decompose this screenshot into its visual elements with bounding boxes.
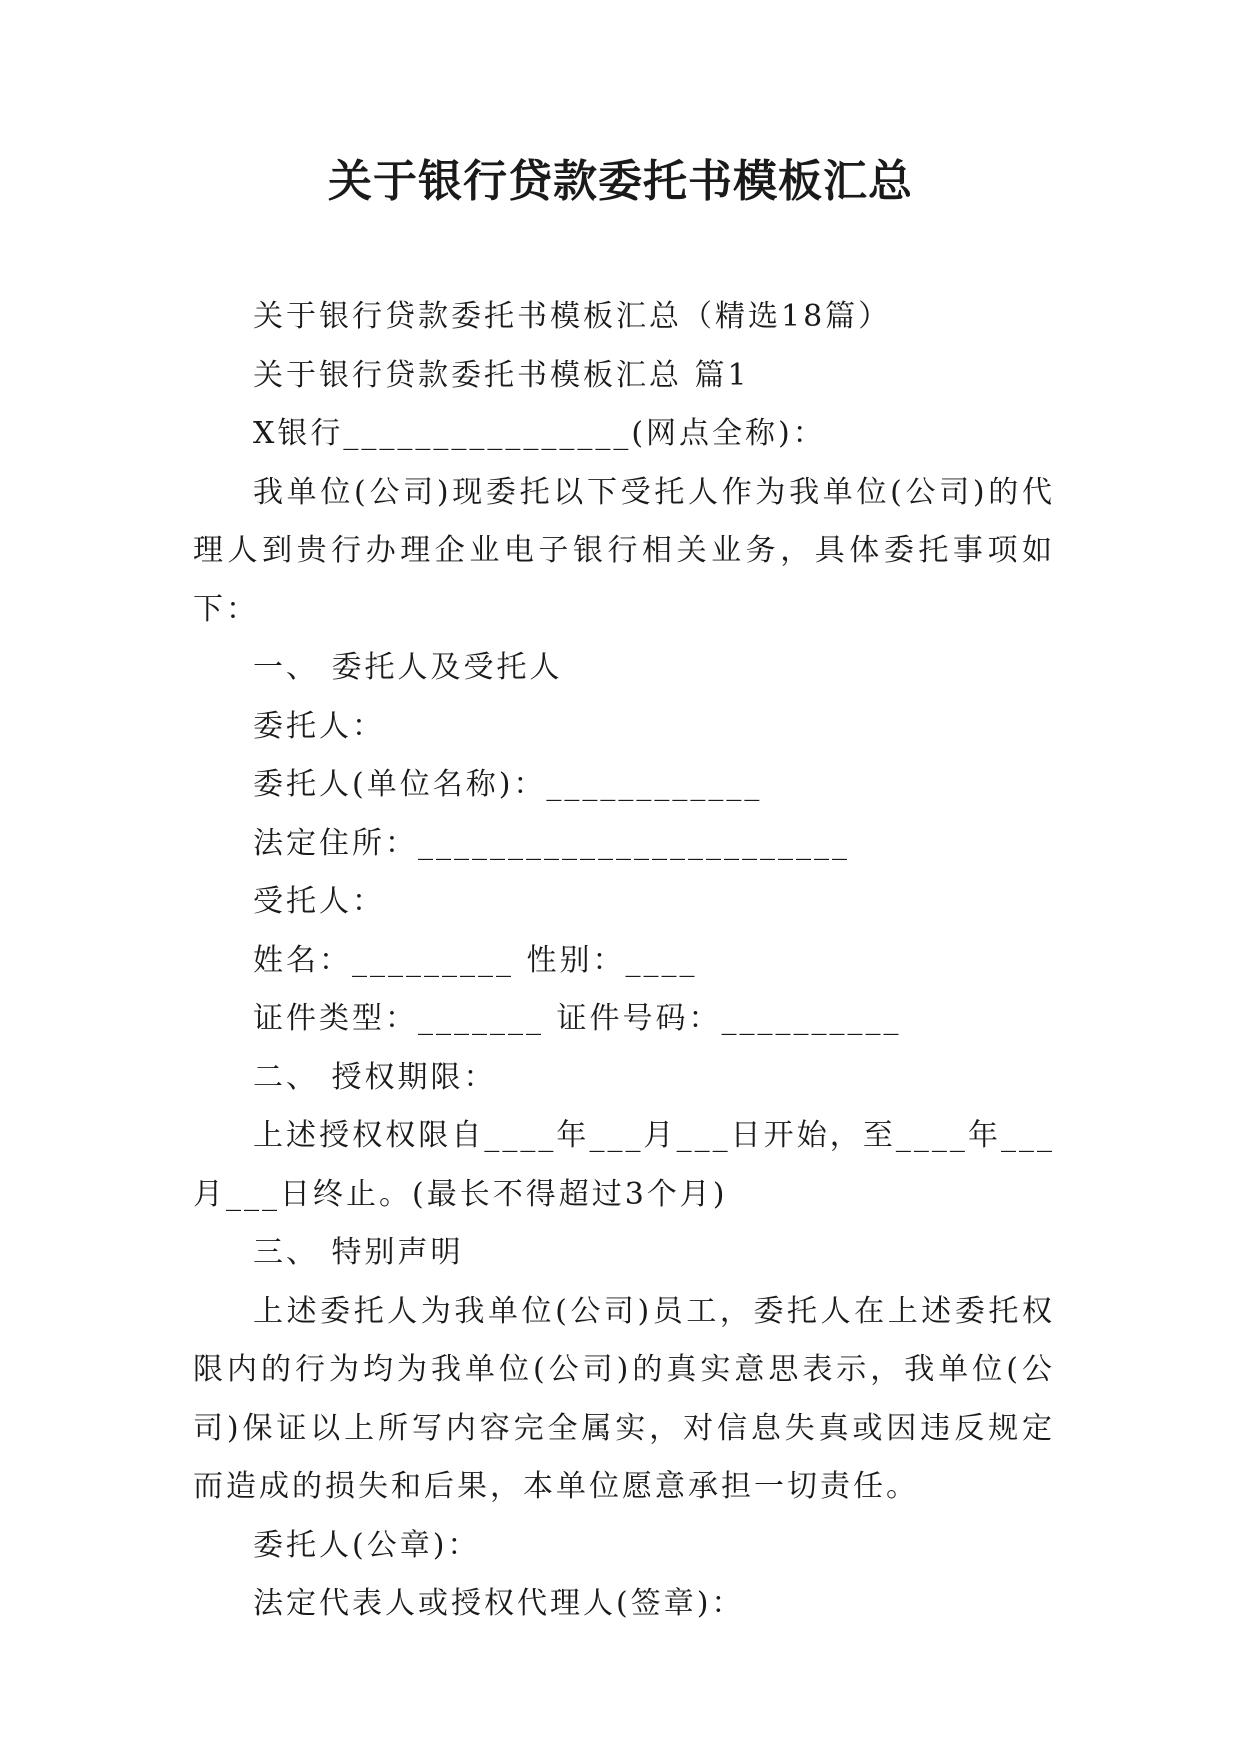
id-type-number-field: 证件类型：_______ 证件号码：__________ xyxy=(253,1001,902,1036)
legal-address-field: 法定住所：________________________ xyxy=(253,825,850,861)
document-body xyxy=(193,288,1055,1634)
section-heading: 关于银行贷款委托书模板汇总 篇1 xyxy=(253,357,750,393)
name-gender-field: 姓名：_________ 性别：____ xyxy=(253,942,698,978)
subtitle-line: 关于银行贷款委托书模板汇总（精选18篇） xyxy=(253,299,892,334)
authorization-period-paragraph: 上述授权权限自____年___月___日开始，至____年___月___日终止。(最长不得超过3个月) xyxy=(193,1118,1055,1212)
bank-addressee-line: X银行________________(网点全称)： xyxy=(253,416,826,451)
agent-label: 受托人： xyxy=(253,884,385,919)
principal-label: 委托人： xyxy=(253,708,385,744)
intro-paragraph: 我单位(公司)现委托以下受托人作为我单位(公司)的代理人到贵行办理企业电子银行相关业务，具体委托事项如下： xyxy=(193,474,1055,627)
document-title: 关于银行贷款委托书模板汇总 xyxy=(328,156,913,207)
clause-heading-1: 一、 委托人及受托人 xyxy=(253,650,563,685)
representative-signature-line: 法定代表人或授权代理人(签章)： xyxy=(253,1586,745,1621)
principal-name-field: 委托人(单位名称)：____________ xyxy=(253,767,763,802)
principal-seal-line: 委托人(公章)： xyxy=(253,1527,481,1563)
clause-heading-2: 二、 授权期限： xyxy=(253,1059,497,1095)
declaration-paragraph: 上述委托人为我单位(公司)员工，委托人在上述委托权限内的行为均为我单位(公司)的真实意思表示，我单位(公司)保证以上所写内容完全属实，对信息失真或因违反规定而造成的损失和后果，本单位愿意承担一切责任。 xyxy=(193,1293,1055,1504)
clause-heading-3: 三、 特别声明 xyxy=(253,1235,464,1270)
